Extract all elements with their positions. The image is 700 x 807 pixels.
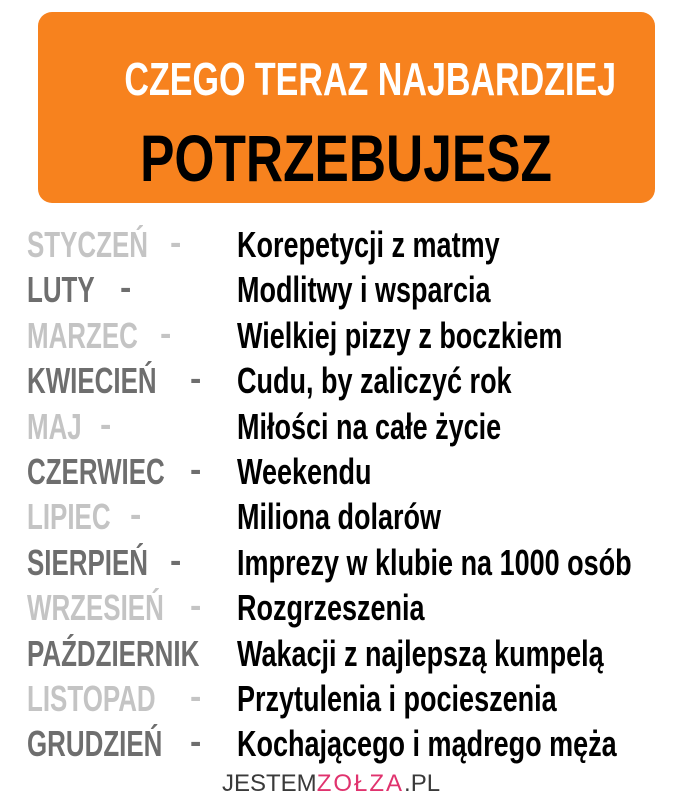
answer-text: Modlitwy i wsparcia — [237, 269, 491, 311]
dash: - — [190, 360, 202, 399]
answer-text: Imprezy w klubie na 1000 osób — [237, 541, 632, 583]
dash: - — [100, 405, 112, 444]
answer-text: Wielkiej pizzy z boczkiem — [237, 314, 563, 356]
list-item — [0, 358, 700, 403]
answer-text: Rozgrzeszenia — [237, 587, 425, 629]
answer-text: Przytulenia i pocieszenia — [237, 677, 557, 719]
month-label: KWIECIEŃ — [27, 360, 157, 402]
list-item — [0, 494, 700, 539]
list-item — [0, 721, 700, 766]
list-item — [0, 585, 700, 630]
title-line-1: CZEGO TERAZ NAJBARDZIEJ — [124, 53, 617, 105]
title-line-2: POTRZEBUJESZ — [140, 121, 553, 195]
month-label: SIERPIEŃ — [27, 541, 148, 583]
list-item — [0, 313, 700, 358]
list-item — [0, 676, 700, 721]
month-label: LUTY — [27, 269, 95, 311]
logo-part-2: ZOŁZA — [316, 770, 405, 797]
month-label: CZERWIEC — [27, 450, 165, 492]
answer-text: Wakacji z najlepszą kumpelą — [237, 632, 604, 674]
logo-part-1: JESTEM — [222, 770, 317, 797]
month-label: WRZESIEŃ — [27, 587, 164, 629]
month-label: GRUDZIEŃ — [27, 723, 163, 765]
month-label: LIPIEC — [27, 496, 111, 538]
dash: - — [170, 224, 182, 262]
dash: - — [120, 269, 132, 308]
answer-text: Miliona dolarów — [237, 496, 442, 538]
answer-text: Korepetycji z matmy — [237, 224, 500, 265]
dash: - — [190, 450, 202, 489]
month-label: PAŹDZIERNIK — [27, 632, 200, 674]
dash: - — [130, 496, 142, 535]
answer-text: Kochającego i mądrego męża — [237, 723, 617, 765]
dash: - — [190, 677, 202, 716]
list-item — [0, 404, 700, 449]
answer-text: Weekendu — [237, 450, 372, 492]
list-item — [0, 222, 700, 267]
month-label: LISTOPAD — [27, 677, 156, 719]
title-banner — [38, 12, 655, 203]
logo-part-3: .PL — [404, 770, 441, 797]
answer-text: Miłości na całe życie — [237, 405, 502, 447]
dash: - — [170, 541, 182, 580]
site-logo — [222, 770, 440, 798]
dash: - — [190, 723, 202, 762]
month-label: MARZEC — [27, 314, 138, 356]
month-label: STYCZEŃ — [27, 224, 148, 265]
list-item — [0, 540, 700, 585]
dash: - — [190, 587, 202, 626]
list-item — [0, 631, 700, 676]
list-item — [0, 267, 700, 312]
dash: - — [160, 314, 172, 353]
month-list — [0, 222, 700, 767]
answer-text: Cudu, by zaliczyć rok — [237, 360, 512, 402]
month-label: MAJ — [27, 405, 82, 447]
list-item — [0, 449, 700, 494]
